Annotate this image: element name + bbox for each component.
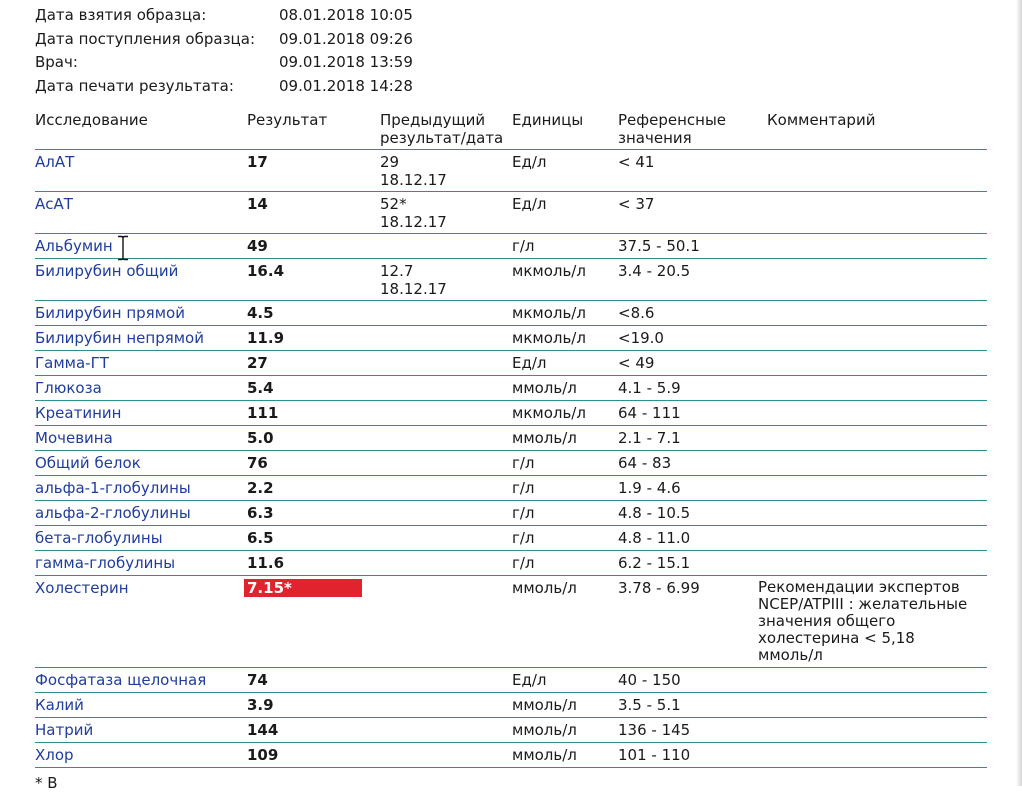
test-name[interactable]: Натрий xyxy=(35,721,94,739)
sample-info xyxy=(35,4,413,98)
previous-date: 18.12.17 xyxy=(380,213,447,231)
comment-line: холестерина < 5,18 xyxy=(758,629,915,647)
test-unit: Ед/л xyxy=(512,195,547,213)
test-result: 76 xyxy=(247,454,268,472)
table-row xyxy=(35,743,987,768)
header-previous-line1: Предыдущий xyxy=(380,111,486,129)
test-result: 7.15* xyxy=(247,579,292,597)
test-result: 3.9 xyxy=(247,696,274,714)
test-name[interactable]: альфа-2-глобулины xyxy=(35,504,191,522)
test-reference: 3.78 - 6.99 xyxy=(618,579,700,597)
table-row xyxy=(35,351,987,376)
test-name[interactable]: Холестерин xyxy=(35,579,129,597)
test-result: 14 xyxy=(247,195,268,213)
out-of-range-flag xyxy=(244,579,362,597)
header-comment: Комментарий xyxy=(767,111,876,129)
test-name[interactable]: Хлор xyxy=(35,746,74,764)
test-unit: г/л xyxy=(512,454,535,472)
doctor-value: 09.01.2018 13:59 xyxy=(279,53,413,71)
table-row xyxy=(35,234,987,259)
print-date-label: Дата печати результата: xyxy=(35,76,234,95)
test-name[interactable]: Альбумин xyxy=(35,237,113,255)
test-result: 17 xyxy=(247,153,268,171)
previous-result xyxy=(380,262,447,298)
header-test: Исследование xyxy=(35,111,148,129)
test-result: 6.3 xyxy=(247,504,274,522)
test-reference: 64 - 111 xyxy=(618,404,681,422)
test-result: 27 xyxy=(247,354,268,372)
test-unit: Ед/л xyxy=(512,153,547,171)
test-name[interactable]: Билирубин прямой xyxy=(35,304,185,322)
test-unit: мкмоль/л xyxy=(512,262,586,280)
footnote: * В xyxy=(35,774,58,792)
test-reference: 4.8 - 11.0 xyxy=(618,529,691,547)
table-row xyxy=(35,376,987,401)
test-reference: 2.1 - 7.1 xyxy=(618,429,681,447)
test-name[interactable]: Фосфатаза щелочная xyxy=(35,671,207,689)
test-result: 2.2 xyxy=(247,479,274,497)
test-unit: ммоль/л xyxy=(512,696,577,714)
test-comment xyxy=(758,579,986,664)
results-table-header xyxy=(35,111,987,150)
test-unit: ммоль/л xyxy=(512,721,577,739)
window-edge xyxy=(1016,0,1022,786)
test-reference: 1.9 - 4.6 xyxy=(618,479,681,497)
test-unit: Ед/л xyxy=(512,354,547,372)
table-row xyxy=(35,476,987,501)
header-reference-line2: значения xyxy=(618,129,692,147)
test-name[interactable]: гамма-глобулины xyxy=(35,554,176,572)
comment-line: значения общего xyxy=(758,612,896,630)
table-row-flagged xyxy=(35,576,987,668)
header-unit: Единицы xyxy=(512,111,584,129)
sample-received-value: 09.01.2018 09:26 xyxy=(279,29,413,48)
previous-result xyxy=(380,153,447,189)
test-reference: 40 - 150 xyxy=(618,671,681,689)
meta-row xyxy=(35,4,413,28)
test-reference: 136 - 145 xyxy=(618,721,691,739)
test-result: 144 xyxy=(247,721,279,739)
test-result: 11.9 xyxy=(247,329,285,347)
table-row xyxy=(35,259,987,301)
test-reference: <19.0 xyxy=(618,329,664,347)
meta-row xyxy=(35,75,413,99)
header-previous-line2: результат/дата xyxy=(380,129,504,147)
comment-line: NCEP/ATPIII : желательные xyxy=(758,595,968,613)
test-unit: г/л xyxy=(512,237,535,255)
test-result: 109 xyxy=(247,746,279,764)
test-result: 6.5 xyxy=(247,529,274,547)
test-unit: г/л xyxy=(512,529,535,547)
table-row xyxy=(35,526,987,551)
test-name[interactable]: Гамма-ГТ xyxy=(35,354,109,372)
test-unit: мкмоль/л xyxy=(512,329,586,347)
test-name[interactable]: Общий белок xyxy=(35,454,141,472)
test-unit: мкмоль/л xyxy=(512,304,586,322)
sample-received-label: Дата поступления образца: xyxy=(35,29,255,48)
test-reference: 37.5 - 50.1 xyxy=(618,237,700,255)
test-name[interactable]: Глюкоза xyxy=(35,379,102,397)
previous-date: 18.12.17 xyxy=(380,280,447,298)
sample-taken-label: Дата взятия образца: xyxy=(35,6,207,24)
table-row xyxy=(35,693,987,718)
test-result: 16.4 xyxy=(247,262,285,280)
table-row xyxy=(35,718,987,743)
test-unit: г/л xyxy=(512,504,535,522)
test-reference: < 49 xyxy=(618,354,655,372)
print-date-value: 09.01.2018 14:28 xyxy=(279,76,413,95)
table-row xyxy=(35,501,987,526)
test-name[interactable]: АлАТ xyxy=(35,153,75,171)
test-unit: ммоль/л xyxy=(512,579,577,597)
test-result: 111 xyxy=(247,404,279,422)
test-unit: Ед/л xyxy=(512,671,547,689)
previous-date: 18.12.17 xyxy=(380,171,447,189)
header-reference xyxy=(618,111,726,147)
header-result: Результат xyxy=(247,111,328,129)
test-reference: 4.1 - 5.9 xyxy=(618,379,681,397)
test-name[interactable]: АсАТ xyxy=(35,195,73,213)
test-name[interactable]: Билирубин непрямой xyxy=(35,329,204,347)
test-result: 74 xyxy=(247,671,268,689)
test-reference: 64 - 83 xyxy=(618,454,672,472)
test-result: 5.4 xyxy=(247,379,274,397)
test-name[interactable]: бета-глобулины xyxy=(35,529,163,547)
sample-taken-value: 08.01.2018 10:05 xyxy=(279,6,413,24)
text-cursor-icon xyxy=(116,235,130,261)
previous-result xyxy=(380,195,447,231)
test-name[interactable]: альфа-1-глобулины xyxy=(35,479,191,497)
table-row xyxy=(35,192,987,234)
previous-value: 29 xyxy=(380,153,400,171)
test-reference: 4.8 - 10.5 xyxy=(618,504,691,522)
test-result: 11.6 xyxy=(247,554,285,572)
header-reference-line1: Референсные xyxy=(618,111,727,129)
table-row xyxy=(35,551,987,576)
table-row xyxy=(35,326,987,351)
test-unit: г/л xyxy=(512,554,535,572)
meta-row xyxy=(35,51,413,75)
test-reference: < 37 xyxy=(618,195,655,213)
meta-row xyxy=(35,28,413,52)
table-row xyxy=(35,401,987,426)
test-reference: 3.4 - 20.5 xyxy=(618,262,691,280)
table-row xyxy=(35,150,987,192)
test-reference: 3.5 - 5.1 xyxy=(618,696,681,714)
test-reference: 101 - 110 xyxy=(618,746,691,764)
doctor-label: Врач: xyxy=(35,53,78,71)
test-unit: г/л xyxy=(512,479,535,497)
test-result: 5.0 xyxy=(247,429,274,447)
comment-line: ммоль/л xyxy=(758,646,823,664)
table-row xyxy=(35,451,987,476)
results-table-body xyxy=(35,150,987,768)
table-row xyxy=(35,426,987,451)
test-name[interactable]: Мочевина xyxy=(35,429,113,447)
comment-line: Рекомендации экспертов xyxy=(758,578,960,596)
test-result: 49 xyxy=(247,237,268,255)
header-previous xyxy=(380,111,503,147)
table-row xyxy=(35,668,987,693)
test-unit: ммоль/л xyxy=(512,379,577,397)
test-name[interactable]: Креатинин xyxy=(35,404,122,422)
test-reference: < 41 xyxy=(618,153,655,171)
test-reference: <8.6 xyxy=(618,304,655,322)
test-name[interactable]: Билирубин общий xyxy=(35,262,179,280)
test-unit: ммоль/л xyxy=(512,429,577,447)
test-unit: мкмоль/л xyxy=(512,404,586,422)
previous-value: 12.7 xyxy=(380,262,414,280)
previous-value: 52* xyxy=(380,195,407,213)
table-row xyxy=(35,301,987,326)
test-name[interactable]: Калий xyxy=(35,696,84,714)
test-unit: ммоль/л xyxy=(512,746,577,764)
test-reference: 6.2 - 15.1 xyxy=(618,554,691,572)
test-result: 4.5 xyxy=(247,304,274,322)
